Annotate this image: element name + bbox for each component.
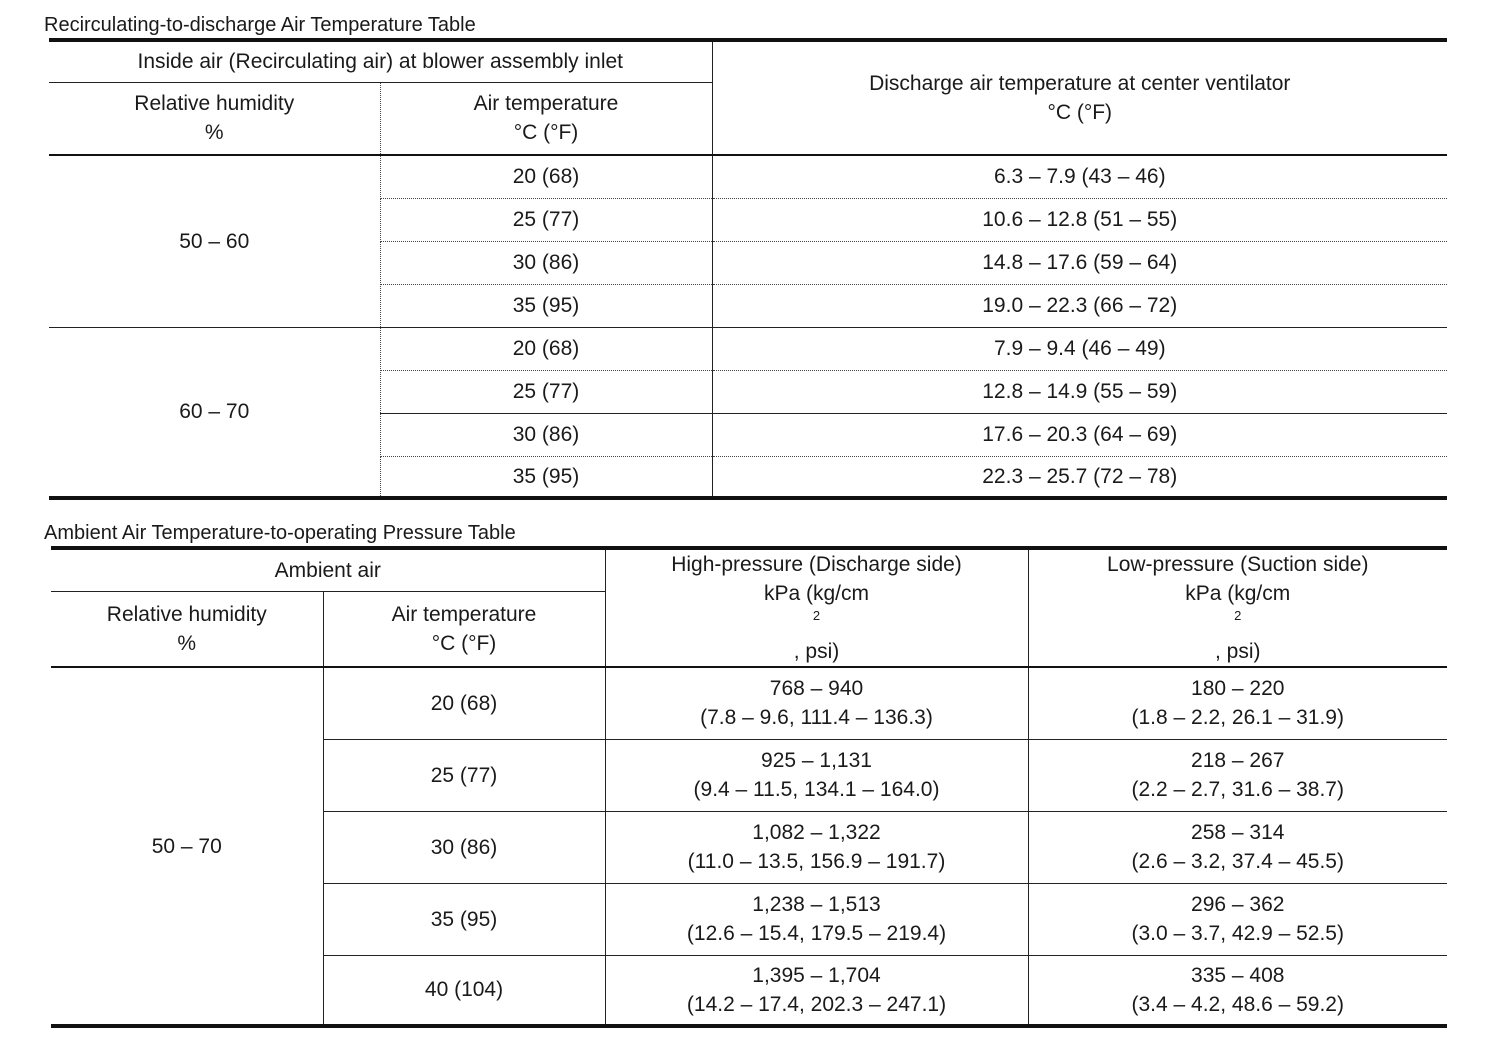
- table-row: [49, 155, 1447, 198]
- low-pressure-cell: 335 – 408 (3.4 – 4.2, 48.6 – 59.2): [1131, 963, 1344, 1016]
- high-pressure-header: High-pressure (Discharge side) kPa (kg/cm $^2$ , psi): [605, 548, 1028, 667]
- discharge-temp-cell: 19.0 – 22.3 (66 – 72): [712, 284, 1447, 327]
- table-row: [49, 327, 1447, 370]
- air-temp-cell: 40 (104): [323, 955, 605, 1026]
- humidity-header: Relative humidity %: [49, 82, 380, 155]
- humidity-cell: 60 – 70: [49, 327, 380, 498]
- discharge-temp-cell: 22.3 – 25.7 (72 – 78): [982, 464, 1178, 488]
- air-temp-header: Air temperature °C (°F): [323, 591, 605, 667]
- air-temp-header: Air temperature °C (°F): [380, 82, 712, 155]
- air-temp-cell: 35 (95): [380, 456, 712, 498]
- ambient-air-group-header: Ambient air: [51, 548, 605, 591]
- air-temp-cell: 25 (77): [323, 739, 605, 811]
- humidity-header: Relative humidity %: [51, 591, 323, 667]
- air-temp-cell: 30 (86): [380, 241, 712, 284]
- discharge-temp-cell: 7.9 – 9.4 (46 – 49): [712, 327, 1447, 370]
- air-temp-cell: 25 (77): [380, 198, 712, 241]
- high-pressure-cell: 1,082 – 1,322 (11.0 – 13.5, 156.9 – 191.7): [605, 811, 1028, 883]
- low-pressure-header: Low-pressure (Suction side) kPa (kg/cm $^2$ , psi): [1028, 548, 1447, 667]
- air-temp-cell: 20 (68): [323, 667, 605, 739]
- high-pressure-cell: 925 – 1,131 (9.4 – 11.5, 134.1 – 164.0): [605, 739, 1028, 811]
- ambient-pressure-table: [51, 546, 1447, 1028]
- table2-caption: Ambient Air Temperature-to-operating Pressure Table: [44, 522, 516, 544]
- low-pressure-cell: 218 – 267 (2.2 – 2.7, 31.6 – 38.7): [1028, 739, 1447, 811]
- humidity-cell: 50 – 70: [51, 667, 323, 1026]
- high-pressure-cell: 768 – 940 (7.8 – 9.6, 111.4 – 136.3): [605, 667, 1028, 739]
- air-temp-cell: 20 (68): [380, 155, 712, 198]
- discharge-temp-cell: 14.8 – 17.6 (59 – 64): [712, 241, 1447, 284]
- discharge-temp-cell: 17.6 – 20.3 (64 – 69): [712, 413, 1447, 456]
- low-pressure-cell: 180 – 220 (1.8 – 2.2, 26.1 – 31.9): [1028, 667, 1447, 739]
- low-pressure-cell: 296 – 362 (3.0 – 3.7, 42.9 – 52.5): [1028, 883, 1447, 955]
- discharge-temp-cell: 10.6 – 12.8 (51 – 55): [712, 198, 1447, 241]
- table-row: [51, 667, 1447, 739]
- low-pressure-cell: 258 – 314 (2.6 – 3.2, 37.4 – 45.5): [1028, 811, 1447, 883]
- high-pressure-cell: 1,395 – 1,704 (14.2 – 17.4, 202.3 – 247.1): [605, 955, 1028, 1026]
- discharge-temp-header: Discharge air temperature at center ventilator °C (°F): [712, 40, 1447, 155]
- humidity-cell: 50 – 60: [49, 155, 380, 327]
- air-temp-cell: 35 (95): [380, 284, 712, 327]
- air-temp-cell: 35 (95): [323, 883, 605, 955]
- table1-caption: Recirculating-to-discharge Air Temperature Table: [44, 14, 476, 36]
- recirculating-discharge-table: [49, 38, 1447, 500]
- inside-air-group-header: Inside air (Recirculating air) at blower assembly inlet: [49, 40, 712, 82]
- air-temp-cell: 20 (68): [380, 327, 712, 370]
- air-temp-cell: 30 (86): [323, 811, 605, 883]
- high-pressure-cell: 1,238 – 1,513 (12.6 – 15.4, 179.5 – 219.4): [605, 883, 1028, 955]
- discharge-temp-cell: 12.8 – 14.9 (55 – 59): [712, 370, 1447, 413]
- discharge-temp-cell: 6.3 – 7.9 (43 – 46): [712, 155, 1447, 198]
- air-temp-cell: 25 (77): [380, 370, 712, 413]
- air-temp-cell: 30 (86): [380, 413, 712, 456]
